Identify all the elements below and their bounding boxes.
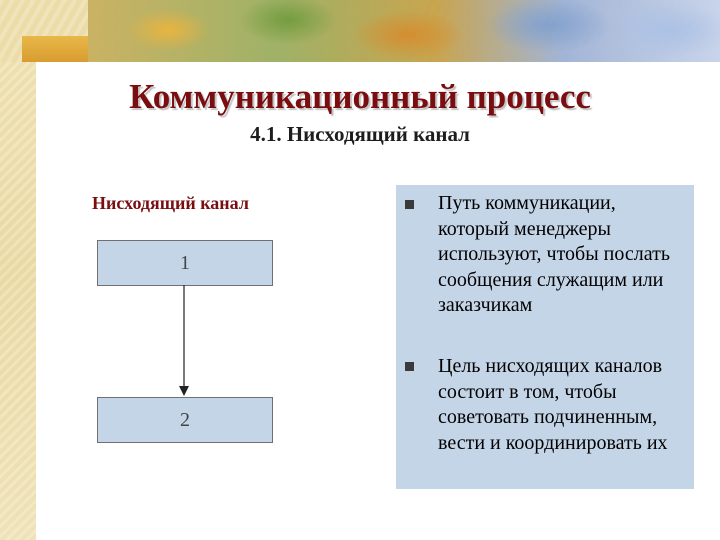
diagram-box-top <box>97 240 273 286</box>
top-accent-swatch <box>22 36 88 62</box>
down-arrow <box>174 285 194 397</box>
diagram-label: Нисходящий канал <box>92 193 249 213</box>
diagram-box-bottom-label: 2 <box>180 408 190 431</box>
diagram-box-bottom <box>97 397 273 443</box>
square-bullet-icon <box>405 200 414 209</box>
square-bullet-icon <box>405 362 414 371</box>
top-banner-image <box>88 0 720 62</box>
bullet-text: Путь коммуникации, который менеджеры используют, чтобы послать сообщения служащим или заказчикам <box>438 192 670 316</box>
arrow-head <box>179 386 189 396</box>
slide-title: Коммуникационный процесс <box>129 77 591 116</box>
bullet-text: Цель нисходящих каналов состоит в том, чтобы советовать подчиненным, вести и координировать их <box>438 355 668 454</box>
diagram-box-top-label: 1 <box>180 251 190 274</box>
slide-subtitle: 4.1. Нисходящий канал <box>250 122 470 146</box>
